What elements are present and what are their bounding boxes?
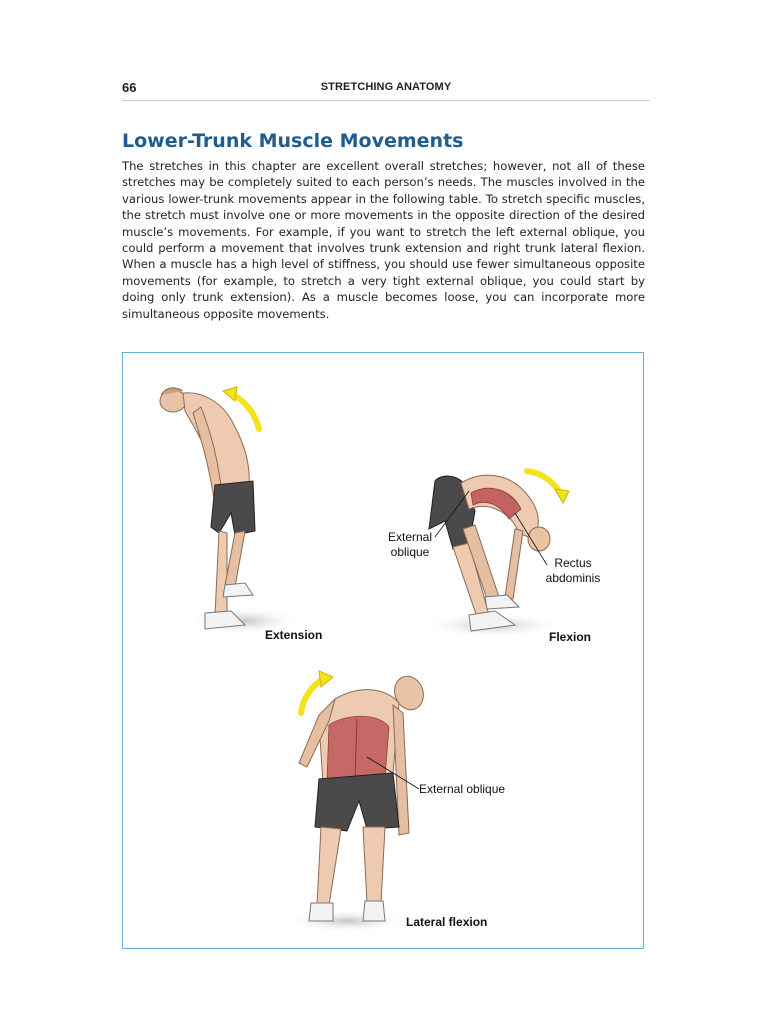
flexion-external-oblique-label: [375, 530, 445, 560]
flexion-external-oblique-line-1: External: [387, 530, 433, 544]
section-title: Lower-Trunk Muscle Movements: [122, 130, 464, 152]
extension-caption: Extension: [265, 628, 323, 642]
page-number: 66: [122, 80, 137, 95]
flexion-rectus-line-1: Rectus: [554, 556, 592, 570]
running-title: STRETCHING ANATOMY: [320, 81, 452, 93]
lateral-external-oblique-label: External oblique: [419, 782, 506, 796]
anatomy-figure: [122, 352, 644, 949]
flexion-rectus-line-2: abdominis: [545, 571, 601, 585]
flexion-external-oblique-line-2: oblique: [390, 545, 430, 559]
figure-illustrations: [123, 353, 643, 948]
lateral-flexion-caption: Lateral flexion: [406, 915, 488, 929]
flexion-rectus-abdominis-label: [543, 556, 603, 586]
lateral-flexion-figure-illustration: [287, 671, 428, 933]
extension-figure-illustration: [160, 387, 303, 635]
running-head: [122, 80, 650, 101]
body-paragraph: The stretches in this chapter are excellent overall stretches; however, not all of these stretches may be completely suited to each person’s needs. The muscles involved in the various lower-trunk movements appear in the following table. To stretch specific muscles, the stretch must involve one or more movements in the opposite direction of the desired muscle’s movements. For example, if you want to stretch the left external oblique, you could perform a movement that involves trunk extension and right trunk lateral flexion. When a muscle has a high level of stiffness, you should use fewer simultaneous opposite movements (for example, to stretch a very tight external oblique, you could start by doing only trunk extension). As a muscle becomes loose, you can incorporate more simultaneous opposite movements.: [122, 159, 645, 321]
flexion-caption: Flexion: [549, 630, 592, 644]
